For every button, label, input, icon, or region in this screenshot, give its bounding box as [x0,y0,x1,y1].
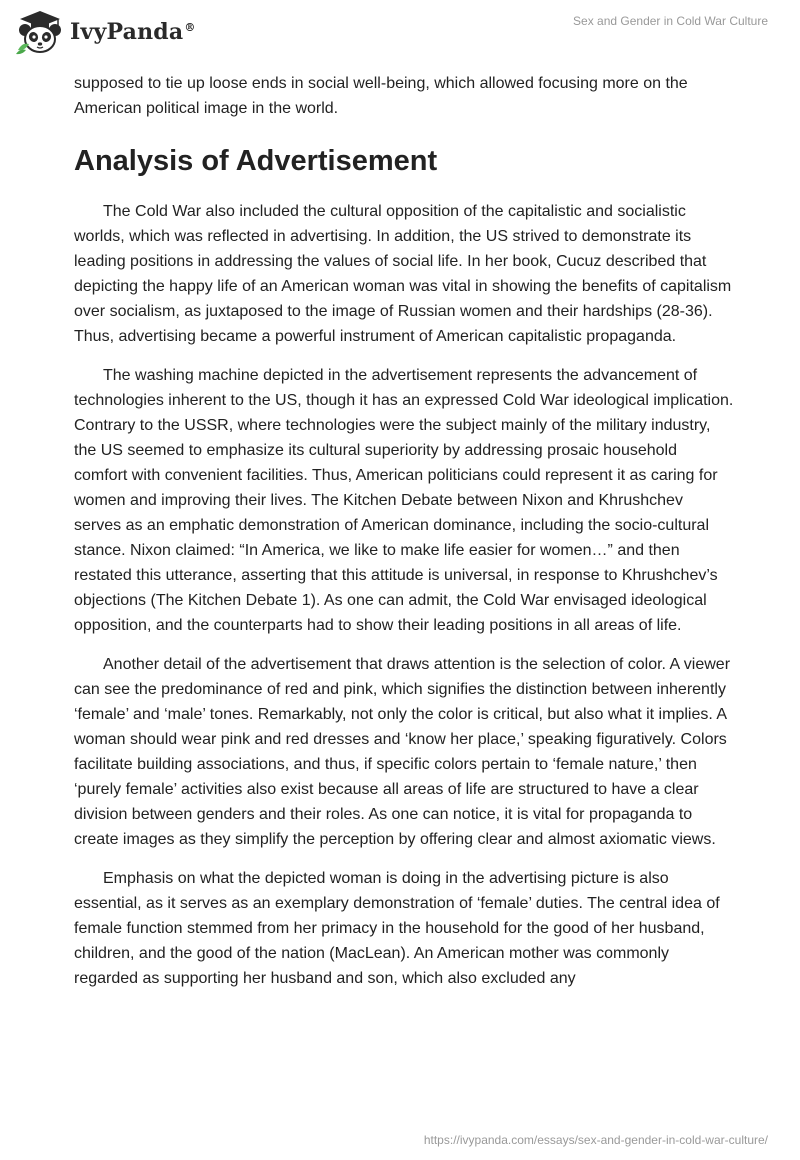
body-paragraph-2: The washing machine depicted in the advertisement represents the advancement of technologies inherent to the US, though it has an expressed Cold War ideological implication. Contrary to the USSR, where technologies were the subject mainly of the military industry, the US seemed to emphasize its cultural superiority by addressing prosaic household comfort with convenient facilities. Thus, American politicians could represent it as caring for women and improving their lives. The Kitchen Debate between Nixon and Khrushchev serves as an emphatic demonstration of American dominance, including the socio-cultural stance. Nixon claimed: “In America, we like to make life easier for women…” and then restated this utterance, asserting that this attitude is universal, in response to Khrushchev’s objections (The Kitchen Debate 1). As one can admit, the Cold War envisaged ideological opposition, and the counterparts had to show their leading positions in all areas of life. [74,367,734,634]
brand-logo[interactable] [14,8,196,56]
panda-logo-icon [14,8,66,56]
page-header [0,0,800,64]
intro-paragraph: supposed to tie up loose ends in social well-being, which allowed focusing more on the American political image in the world. [74,75,688,117]
essay-content [74,71,734,991]
document-title: Sex and Gender in Cold War Culture [573,14,768,28]
body-paragraph-1: The Cold War also included the cultural opposition of the capitalistic and socialistic worlds, which was reflected in advertising. In addition, the US strived to demonstrate its leading positions in addressing the values of social life. In her book, Cucuz described that depicting the happy life of an American woman was vital in showing the benefits of capitalism over socialism, as juxtaposed to the image of Russian women and their hardships (28-36). Thus, advertising became a powerful instrument of American capitalistic propaganda. [74,203,732,345]
source-url-link[interactable]: https://ivypanda.com/essays/sex-and-gender-in-cold-war-culture/ [423,1133,768,1147]
section-heading: Analysis of Advertisement [74,145,438,177]
body-paragraph-3: Another detail of the advertisement that draws attention is the selection of color. A viewer can see the predominance of red and pink, which signifies the distinction between inherently ‘female’ and ‘male’ tones. Remarkably, not only the color is critical, but also what it implies. A woman should wear pink and red dresses and ‘know her place,’ speaking figuratively. Colors facilitate building associations, and thus, if specific colors pertain to ‘female nature,’ then ‘purely female’ activities also exist because all areas of life are structured to have a clear division between genders and their roles. As one can notice, it is vital for propaganda to create images as they simplify the perception by offering clear and almost axiomatic views. [74,656,731,848]
brand-name: IvyPanda® [70,19,196,45]
body-paragraph-4: Emphasis on what the depicted woman is doing in the advertising picture is also essential, as it serves as an exemplary demonstration of ‘female’ duties. The central idea of female function stemmed from her primacy in the household for the good of her husband, children, and the good of the nation (MacLean). An American mother was commonly regarded as supporting her husband and son, which also excluded any [74,870,720,987]
